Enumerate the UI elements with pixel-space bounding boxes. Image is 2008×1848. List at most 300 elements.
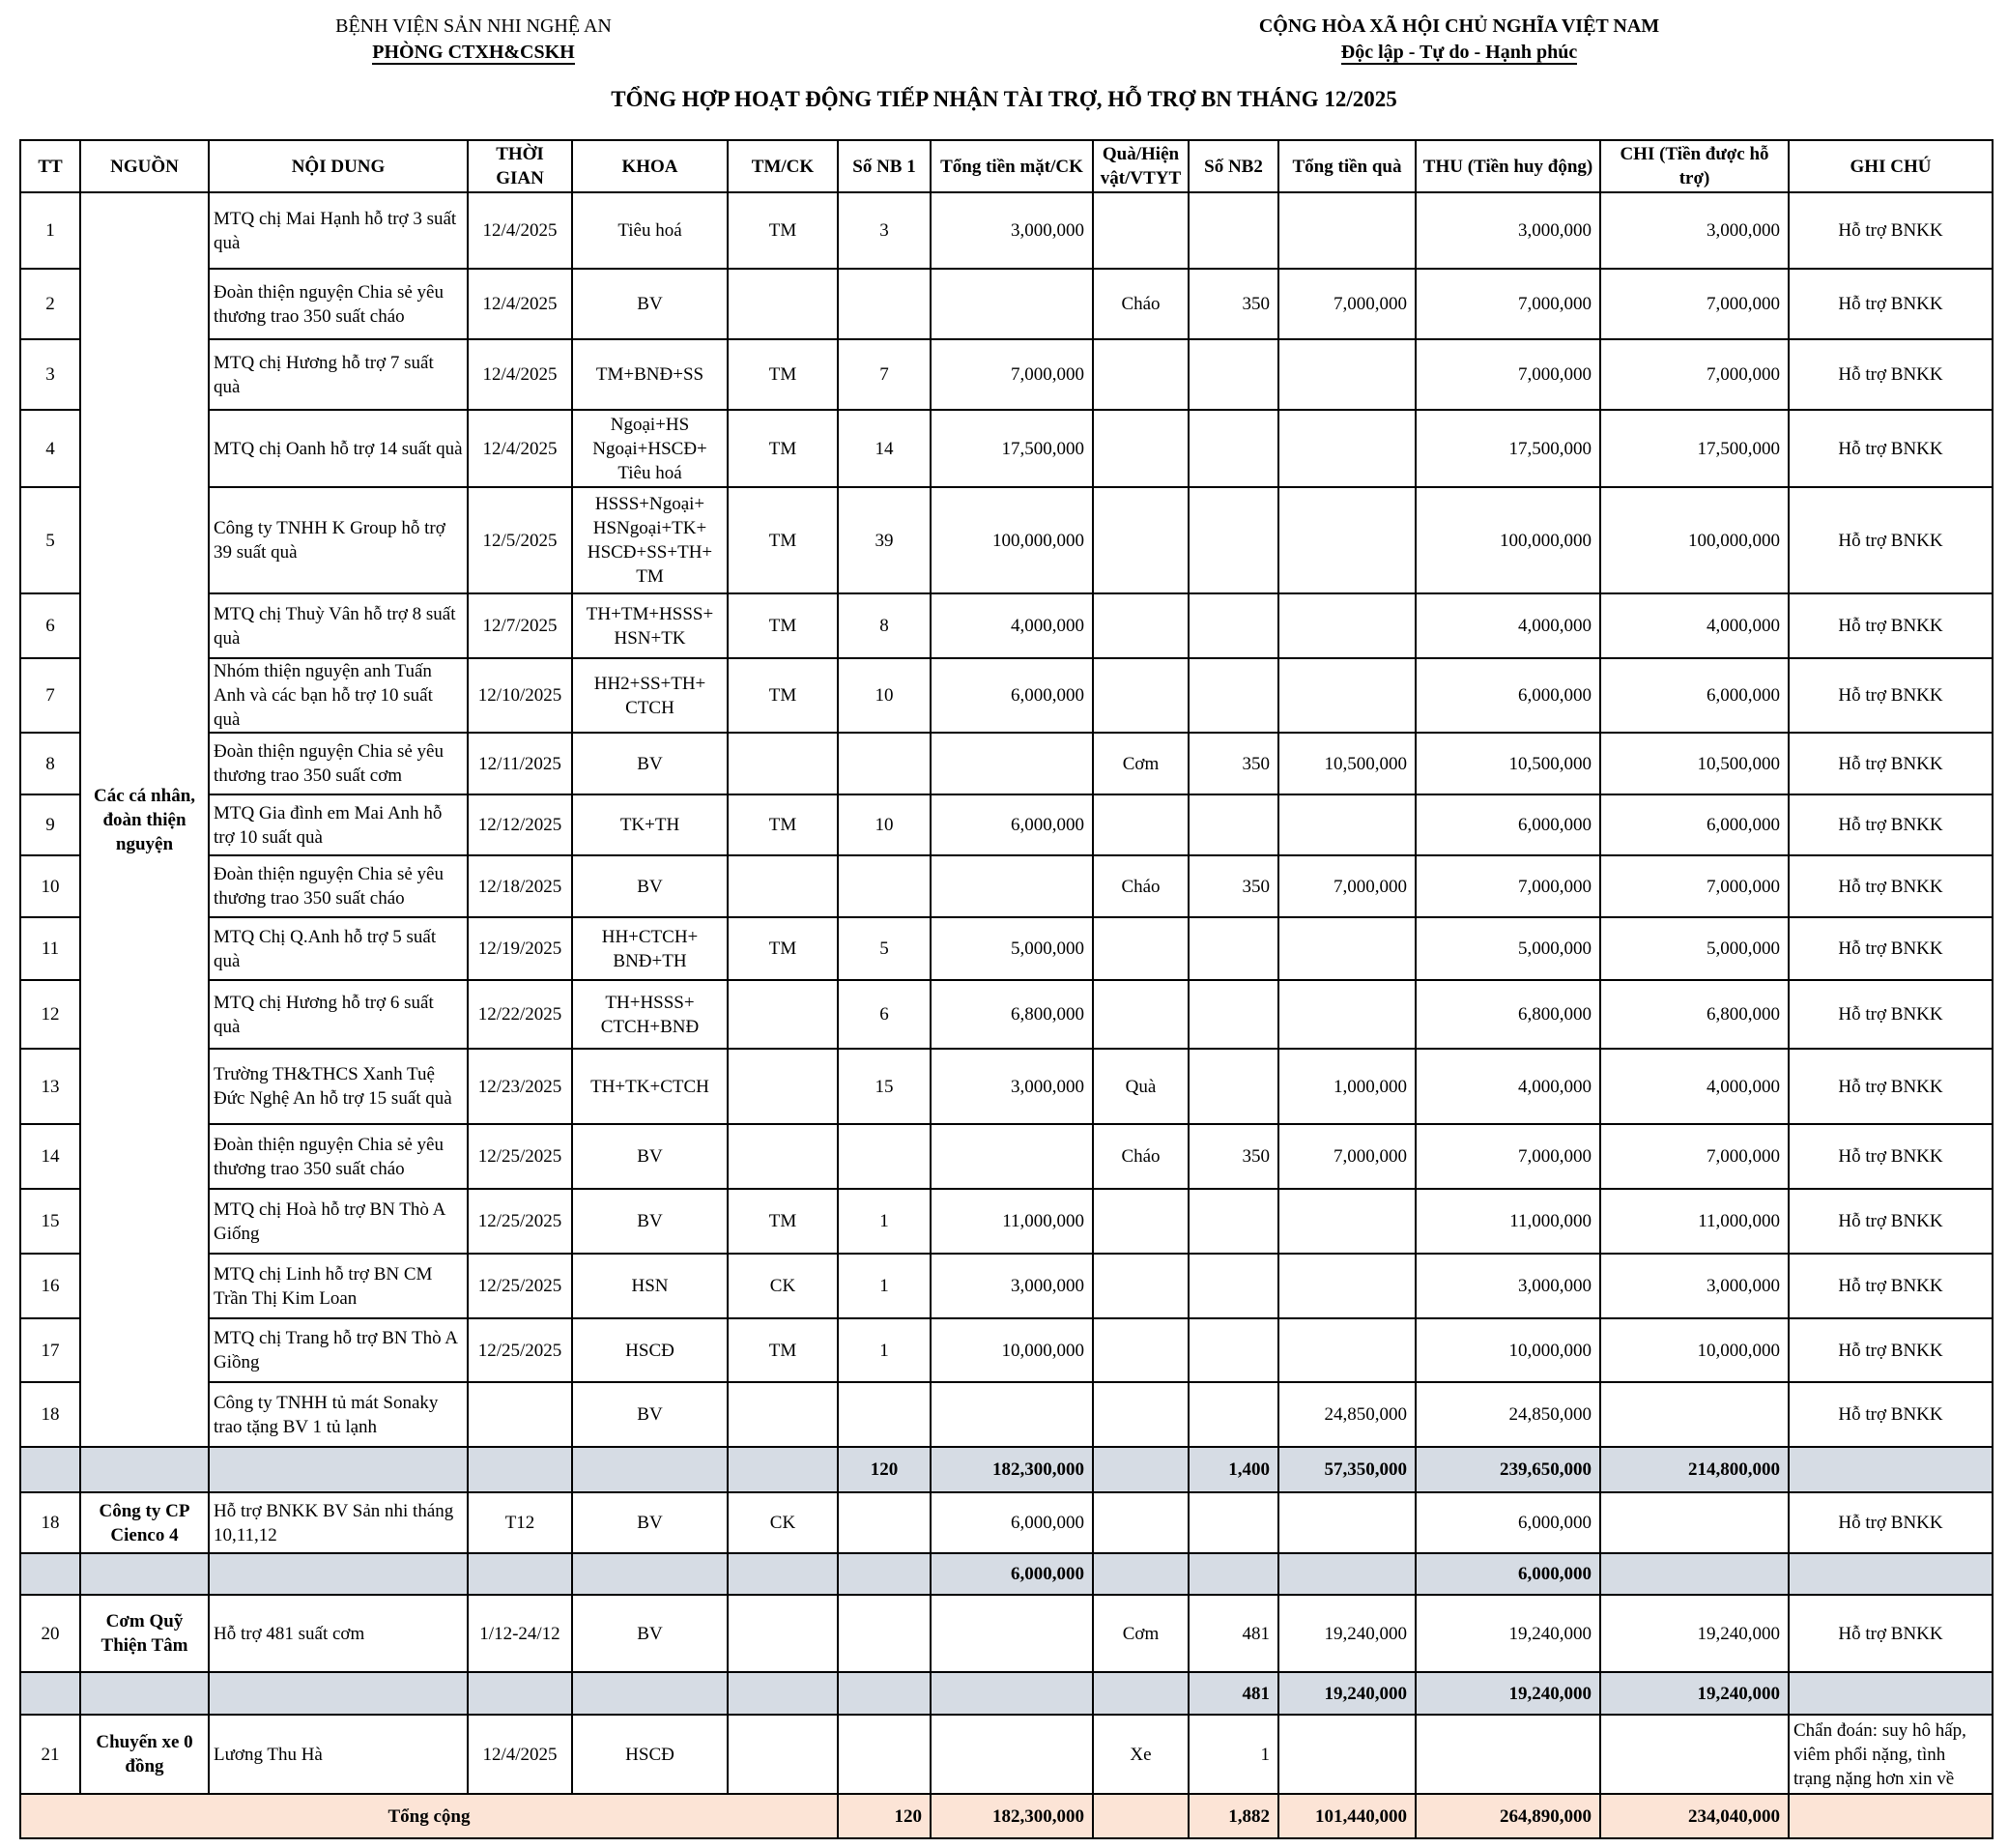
empty-cell (468, 1447, 572, 1492)
income-cell: 7,000,000 (1416, 855, 1600, 917)
cash-total-cell (931, 855, 1093, 917)
patients-1-cell (838, 1492, 931, 1553)
row-number: 13 (20, 1049, 80, 1124)
total-gift-total: 101,440,000 (1278, 1794, 1416, 1838)
time-cell: T12 (468, 1492, 572, 1553)
content-cell: Đoàn thiện nguyện Chia sẻ yêu thương trao 350 suất cháo (209, 855, 468, 917)
column-header-source: NGUỒN (80, 140, 209, 192)
income-cell: 24,850,000 (1416, 1382, 1600, 1447)
column-header-tmck: TM/CK (728, 140, 838, 192)
table-row (20, 1189, 1993, 1254)
department-cell: TH+TM+HSSS+ HSN+TK (572, 593, 728, 658)
income-cell: 5,000,000 (1416, 917, 1600, 980)
gift-total-cell (1278, 1715, 1416, 1794)
cash-total-cell: 3,000,000 (931, 1049, 1093, 1124)
table-header-row (20, 140, 1993, 192)
note-cell: Hỗ trợ BNKK (1789, 487, 1993, 593)
content-cell: MTQ Chị Q.Anh hỗ trợ 5 suất quà (209, 917, 468, 980)
patients-1-cell: 10 (838, 658, 931, 733)
income-cell: 7,000,000 (1416, 269, 1600, 339)
department-cell: BV (572, 269, 728, 339)
department-cell: TM+BNĐ+SS (572, 339, 728, 410)
income-cell: 6,000,000 (1416, 1492, 1600, 1553)
patients-2-cell: 350 (1189, 269, 1278, 339)
note-cell: Hỗ trợ BNKK (1789, 1189, 1993, 1254)
patients-1-cell: 5 (838, 917, 931, 980)
empty-cell (1789, 1553, 1993, 1595)
payment-type-cell: TM (728, 658, 838, 733)
column-header-gift-total: Tổng tiền quà (1278, 140, 1416, 192)
empty-cell (728, 1553, 838, 1595)
payment-type-cell: TM (728, 794, 838, 855)
table-row (20, 410, 1993, 487)
time-cell: 12/4/2025 (468, 339, 572, 410)
payment-type-cell (728, 1595, 838, 1672)
time-cell: 12/25/2025 (468, 1254, 572, 1318)
country-name: CỘNG HÒA XÃ HỘI CHỦ NGHĨA VIỆT NAM (1258, 15, 1660, 37)
empty-cell (80, 1553, 209, 1595)
patients-2-cell: 1 (1189, 1715, 1278, 1794)
total-expense: 234,040,000 (1600, 1794, 1789, 1838)
patients-2-cell (1189, 658, 1278, 733)
gift-total-cell (1278, 980, 1416, 1049)
income-cell (1416, 1715, 1600, 1794)
note-cell: Hỗ trợ BNKK (1789, 1595, 1993, 1672)
expense-cell: 4,000,000 (1600, 593, 1789, 658)
gift-type-cell: Quà (1093, 1049, 1189, 1124)
source-cell: Chuyến xe 0 đồng (80, 1715, 209, 1794)
patients-2-cell: 350 (1189, 733, 1278, 794)
row-number: 7 (20, 658, 80, 733)
time-cell: 12/7/2025 (468, 593, 572, 658)
patients-1-cell: 10 (838, 794, 931, 855)
gift-type-cell (1093, 1492, 1189, 1553)
content-cell: MTQ chị Thuỳ Vân hỗ trợ 8 suất quà (209, 593, 468, 658)
content-cell: MTQ Gia đình em Mai Anh hỗ trợ 10 suất quà (209, 794, 468, 855)
payment-type-cell (728, 980, 838, 1049)
row-number: 8 (20, 733, 80, 794)
row-number: 10 (20, 855, 80, 917)
cash-total-cell (931, 733, 1093, 794)
gift-type-cell (1093, 794, 1189, 855)
content-cell: MTQ chị Trang hỗ trợ BN Thò A Giồng (209, 1318, 468, 1382)
expense-cell: 10,500,000 (1600, 733, 1789, 794)
empty-cell (468, 1553, 572, 1595)
total-patients-2: 1,882 (1189, 1794, 1278, 1838)
row-number: 15 (20, 1189, 80, 1254)
department-cell: HSCĐ (572, 1318, 728, 1382)
patients-1-cell: 1 (838, 1318, 931, 1382)
table-row (20, 269, 1993, 339)
table-row (20, 593, 1993, 658)
time-cell: 12/12/2025 (468, 794, 572, 855)
income-cell: 6,000,000 (1416, 658, 1600, 733)
time-cell: 12/25/2025 (468, 1124, 572, 1189)
income-cell: 3,000,000 (1416, 192, 1600, 269)
expense-cell: 6,000,000 (1600, 794, 1789, 855)
empty-cell (1789, 1672, 1993, 1715)
gift-type-cell: Cơm (1093, 733, 1189, 794)
patients-2-cell (1189, 339, 1278, 410)
column-header-chi: CHI (Tiền được hỗ trợ) (1600, 140, 1789, 192)
source-cell: Công ty CP Cienco 4 (80, 1492, 209, 1553)
note-cell: Hỗ trợ BNKK (1789, 1254, 1993, 1318)
income-cell: 4,000,000 (1416, 1049, 1600, 1124)
income-cell: 100,000,000 (1416, 487, 1600, 593)
expense-cell: 7,000,000 (1600, 269, 1789, 339)
income-cell: 3,000,000 (1416, 1254, 1600, 1318)
table-row (20, 855, 1993, 917)
gift-total-cell (1278, 593, 1416, 658)
expense-cell: 4,000,000 (1600, 1049, 1789, 1124)
row-number: 14 (20, 1124, 80, 1189)
note-cell: Hỗ trợ BNKK (1789, 855, 1993, 917)
content-cell: MTQ chị Linh hỗ trợ BN CM Trần Thị Kim Loan (209, 1254, 468, 1318)
content-cell: Đoàn thiện nguyện Chia sẻ yêu thương trao 350 suất cơm (209, 733, 468, 794)
row-number: 21 (20, 1715, 80, 1794)
content-cell: MTQ chị Hoà hỗ trợ BN Thò A Giống (209, 1189, 468, 1254)
expense-cell (1600, 1715, 1789, 1794)
gift-total-cell: 24,850,000 (1278, 1382, 1416, 1447)
empty-cell (20, 1553, 80, 1595)
subtotal-patients-1 (838, 1553, 931, 1595)
subtotal-income: 19,240,000 (1416, 1672, 1600, 1715)
payment-type-cell (728, 1382, 838, 1447)
table-row (20, 1318, 1993, 1382)
column-header-time: THỜI GIAN (468, 140, 572, 192)
national-header (1198, 14, 1720, 66)
note-cell: Chẩn đoán: suy hô hấp, viêm phổi nặng, tình trạng nặng hơn xin về (1789, 1715, 1993, 1794)
patients-1-cell (838, 1595, 931, 1672)
row-number: 1 (20, 192, 80, 269)
note-cell: Hỗ trợ BNKK (1789, 1049, 1993, 1124)
content-cell: Trường TH&THCS Xanh Tuệ Đức Nghệ An hỗ trợ 15 suất quà (209, 1049, 468, 1124)
department-cell: HSSS+Ngoại+ HSNgoại+TK+ HSCĐ+SS+TH+ TM (572, 487, 728, 593)
empty-cell (1093, 1672, 1189, 1715)
expense-cell (1600, 1382, 1789, 1447)
column-header-note: GHI CHÚ (1789, 140, 1993, 192)
note-cell: Hỗ trợ BNKK (1789, 1318, 1993, 1382)
patients-1-cell: 6 (838, 980, 931, 1049)
empty-cell (209, 1672, 468, 1715)
column-header-content: NỘI DUNG (209, 140, 468, 192)
gift-type-cell (1093, 339, 1189, 410)
hospital-name: BỆNH VIỆN SẢN NHI NGHỆ AN (335, 15, 612, 37)
gift-type-cell (1093, 658, 1189, 733)
note-cell: Hỗ trợ BNKK (1789, 593, 1993, 658)
empty-cell (728, 1447, 838, 1492)
note-cell: Hỗ trợ BNKK (1789, 917, 1993, 980)
department-cell: BV (572, 855, 728, 917)
time-cell: 12/25/2025 (468, 1318, 572, 1382)
subtotal-cash: 182,300,000 (931, 1447, 1093, 1492)
table-row (20, 1254, 1993, 1318)
patients-2-cell (1189, 1382, 1278, 1447)
gift-total-cell: 7,000,000 (1278, 269, 1416, 339)
row-number: 17 (20, 1318, 80, 1382)
note-cell: Hỗ trợ BNKK (1789, 658, 1993, 733)
cash-total-cell: 7,000,000 (931, 339, 1093, 410)
department-cell: BV (572, 1189, 728, 1254)
subtotal-patients-2: 1,400 (1189, 1447, 1278, 1492)
department-cell: TK+TH (572, 794, 728, 855)
empty-cell (209, 1447, 468, 1492)
cash-total-cell: 3,000,000 (931, 192, 1093, 269)
department-cell: BV (572, 1124, 728, 1189)
income-cell: 19,240,000 (1416, 1595, 1600, 1672)
row-number: 18 (20, 1382, 80, 1447)
payment-type-cell: TM (728, 1318, 838, 1382)
payment-type-cell (728, 1124, 838, 1189)
time-cell: 12/19/2025 (468, 917, 572, 980)
row-number: 9 (20, 794, 80, 855)
department-cell: BV (572, 733, 728, 794)
content-cell: Lương Thu Hà (209, 1715, 468, 1794)
column-header-khoa: KHOA (572, 140, 728, 192)
empty-cell (728, 1672, 838, 1715)
expense-cell: 6,800,000 (1600, 980, 1789, 1049)
department-cell: HSCĐ (572, 1715, 728, 1794)
row-number: 11 (20, 917, 80, 980)
table-row (20, 1382, 1993, 1447)
department-name: PHÒNG CTXH&CSKH (372, 42, 575, 63)
payment-type-cell: TM (728, 593, 838, 658)
total-income: 264,890,000 (1416, 1794, 1600, 1838)
payment-type-cell (728, 269, 838, 339)
department-cell: BV (572, 1382, 728, 1447)
gift-type-cell: Cháo (1093, 1124, 1189, 1189)
empty-cell (572, 1447, 728, 1492)
gift-type-cell (1093, 980, 1189, 1049)
row-number: 6 (20, 593, 80, 658)
gift-total-cell (1278, 487, 1416, 593)
note-cell: Hỗ trợ BNKK (1789, 192, 1993, 269)
table-row (20, 487, 1993, 593)
patients-1-cell: 3 (838, 192, 931, 269)
patients-2-cell (1189, 593, 1278, 658)
payment-type-cell: TM (728, 917, 838, 980)
time-cell: 12/4/2025 (468, 192, 572, 269)
gift-total-cell (1278, 1492, 1416, 1553)
content-cell: Đoàn thiện nguyện Chia sẻ yêu thương trao 350 suất cháo (209, 269, 468, 339)
patients-1-cell: 14 (838, 410, 931, 487)
patients-2-cell (1189, 192, 1278, 269)
empty-cell (572, 1672, 728, 1715)
gift-type-cell (1093, 1189, 1189, 1254)
subtotal-income: 239,650,000 (1416, 1447, 1600, 1492)
table-row (20, 339, 1993, 410)
department-cell: Tiêu hoá (572, 192, 728, 269)
table-row (20, 733, 1993, 794)
payment-type-cell (728, 1049, 838, 1124)
source-cell: Các cá nhân, đoàn thiện nguyện (80, 192, 209, 1447)
gift-type-cell (1093, 192, 1189, 269)
cash-total-cell (931, 1382, 1093, 1447)
subtotal-income: 6,000,000 (1416, 1553, 1600, 1595)
department-cell: BV (572, 1492, 728, 1553)
column-header-tt: TT (20, 140, 80, 192)
subtotal-row (20, 1672, 1993, 1715)
expense-cell: 100,000,000 (1600, 487, 1789, 593)
content-cell: Công ty TNHH tủ mát Sonaky trao tặng BV 1 tủ lạnh (209, 1382, 468, 1447)
cash-total-cell: 6,000,000 (931, 658, 1093, 733)
time-cell: 12/23/2025 (468, 1049, 572, 1124)
gift-total-cell: 7,000,000 (1278, 855, 1416, 917)
row-number: 3 (20, 339, 80, 410)
empty-cell (1093, 1447, 1189, 1492)
empty-cell (1789, 1794, 1993, 1838)
total-patients-1: 120 (838, 1794, 931, 1838)
table-row (20, 1715, 1993, 1794)
subtotal-gift-total: 57,350,000 (1278, 1447, 1416, 1492)
cash-total-cell: 5,000,000 (931, 917, 1093, 980)
income-cell: 17,500,000 (1416, 410, 1600, 487)
income-cell: 6,000,000 (1416, 794, 1600, 855)
patients-2-cell (1189, 1492, 1278, 1553)
patients-1-cell: 15 (838, 1049, 931, 1124)
patients-1-cell: 39 (838, 487, 931, 593)
table-row (20, 980, 1993, 1049)
cash-total-cell: 3,000,000 (931, 1254, 1093, 1318)
table-row (20, 917, 1993, 980)
gift-type-cell: Cháo (1093, 855, 1189, 917)
subtotal-patients-1: 120 (838, 1447, 931, 1492)
payment-type-cell: CK (728, 1254, 838, 1318)
patients-1-cell: 1 (838, 1189, 931, 1254)
empty-cell (80, 1447, 209, 1492)
expense-cell: 19,240,000 (1600, 1595, 1789, 1672)
subtotal-row (20, 1553, 1993, 1595)
table-row (20, 1492, 1993, 1553)
payment-type-cell (728, 855, 838, 917)
patients-2-cell (1189, 1254, 1278, 1318)
table-row (20, 1049, 1993, 1124)
patients-1-cell (838, 733, 931, 794)
content-cell: MTQ chị Oanh hỗ trợ 14 suất quà (209, 410, 468, 487)
payment-type-cell: CK (728, 1492, 838, 1553)
gift-type-cell (1093, 1254, 1189, 1318)
income-cell: 7,000,000 (1416, 1124, 1600, 1189)
source-cell: Cơm Quỹ Thiện Tâm (80, 1595, 209, 1672)
department-cell: Ngoại+HS Ngoại+HSCĐ+ Tiêu hoá (572, 410, 728, 487)
gift-type-cell (1093, 917, 1189, 980)
table-row (20, 1124, 1993, 1189)
gift-type-cell (1093, 487, 1189, 593)
patients-2-cell (1189, 410, 1278, 487)
subtotal-expense: 19,240,000 (1600, 1672, 1789, 1715)
expense-cell: 7,000,000 (1600, 855, 1789, 917)
gift-type-cell: Cơm (1093, 1595, 1189, 1672)
time-cell: 12/22/2025 (468, 980, 572, 1049)
subtotal-patients-2: 481 (1189, 1672, 1278, 1715)
subtotal-expense: 214,800,000 (1600, 1447, 1789, 1492)
gift-type-cell: Xe (1093, 1715, 1189, 1794)
expense-cell: 17,500,000 (1600, 410, 1789, 487)
patients-1-cell: 8 (838, 593, 931, 658)
gift-total-cell: 7,000,000 (1278, 1124, 1416, 1189)
content-cell: MTQ chị Hương hỗ trợ 7 suất quà (209, 339, 468, 410)
content-cell: Nhóm thiện nguyện anh Tuấn Anh và các bạn hỗ trợ 10 suất quà (209, 658, 468, 733)
row-number: 12 (20, 980, 80, 1049)
table-row (20, 794, 1993, 855)
department-cell: BV (572, 1595, 728, 1672)
subtotal-row (20, 1447, 1993, 1492)
time-cell (468, 1382, 572, 1447)
grand-total-label: Tổng cộng (20, 1794, 838, 1838)
content-cell: Hỗ trợ 481 suất cơm (209, 1595, 468, 1672)
gift-type-cell (1093, 593, 1189, 658)
payment-type-cell (728, 1715, 838, 1794)
department-cell: TH+HSSS+ CTCH+BNĐ (572, 980, 728, 1049)
patients-2-cell (1189, 980, 1278, 1049)
payment-type-cell: TM (728, 1189, 838, 1254)
subtotal-gift-total (1278, 1553, 1416, 1595)
department-cell: HSN (572, 1254, 728, 1318)
patients-2-cell (1189, 917, 1278, 980)
patients-2-cell: 350 (1189, 855, 1278, 917)
subtotal-cash: 6,000,000 (931, 1553, 1093, 1595)
empty-cell (20, 1672, 80, 1715)
cash-total-cell (931, 1595, 1093, 1672)
payment-type-cell: TM (728, 487, 838, 593)
gift-type-cell: Cháo (1093, 269, 1189, 339)
time-cell: 12/4/2025 (468, 410, 572, 487)
payment-type-cell: TM (728, 339, 838, 410)
note-cell: Hỗ trợ BNKK (1789, 733, 1993, 794)
content-cell: Công ty TNHH K Group hỗ trợ 39 suất quà (209, 487, 468, 593)
empty-cell (20, 1447, 80, 1492)
patients-1-cell (838, 1124, 931, 1189)
cash-total-cell (931, 269, 1093, 339)
row-number: 4 (20, 410, 80, 487)
total-cash: 182,300,000 (931, 1794, 1093, 1838)
empty-cell (572, 1553, 728, 1595)
patients-1-cell: 7 (838, 339, 931, 410)
department-cell: HH+CTCH+ BNĐ+TH (572, 917, 728, 980)
time-cell: 12/4/2025 (468, 1715, 572, 1794)
income-cell: 4,000,000 (1416, 593, 1600, 658)
patients-1-cell (838, 1715, 931, 1794)
cash-total-cell: 6,000,000 (931, 1492, 1093, 1553)
report-title: TỔNG HỢP HOẠT ĐỘNG TIẾP NHẬN TÀI TRỢ, HỖ TRỢ BN THÁNG 12/2025 (611, 87, 1397, 111)
national-motto: Độc lập - Tự do - Hạnh phúc (1340, 42, 1578, 63)
column-header-cash: Tổng tiền mặt/CK (931, 140, 1093, 192)
income-cell: 7,000,000 (1416, 339, 1600, 410)
subtotal-expense (1600, 1553, 1789, 1595)
row-number: 16 (20, 1254, 80, 1318)
note-cell: Hỗ trợ BNKK (1789, 1382, 1993, 1447)
payment-type-cell (728, 733, 838, 794)
table-row (20, 192, 1993, 269)
patients-2-cell (1189, 1049, 1278, 1124)
cash-total-cell: 17,500,000 (931, 410, 1093, 487)
cash-total-cell: 10,000,000 (931, 1318, 1093, 1382)
payment-type-cell: TM (728, 192, 838, 269)
empty-cell (468, 1672, 572, 1715)
content-cell: MTQ chị Mai Hạnh hỗ trợ 3 suất quà (209, 192, 468, 269)
income-cell: 11,000,000 (1416, 1189, 1600, 1254)
empty-cell (80, 1672, 209, 1715)
grand-total-row (20, 1794, 1993, 1838)
content-cell: Đoàn thiện nguyện Chia sẻ yêu thương trao 350 suất cháo (209, 1124, 468, 1189)
patients-2-cell (1189, 794, 1278, 855)
gift-total-cell: 19,240,000 (1278, 1595, 1416, 1672)
row-number: 20 (20, 1595, 80, 1672)
expense-cell (1600, 1492, 1789, 1553)
column-header-nb2: Số NB2 (1189, 140, 1278, 192)
expense-cell: 7,000,000 (1600, 339, 1789, 410)
cash-total-cell: 6,800,000 (931, 980, 1093, 1049)
